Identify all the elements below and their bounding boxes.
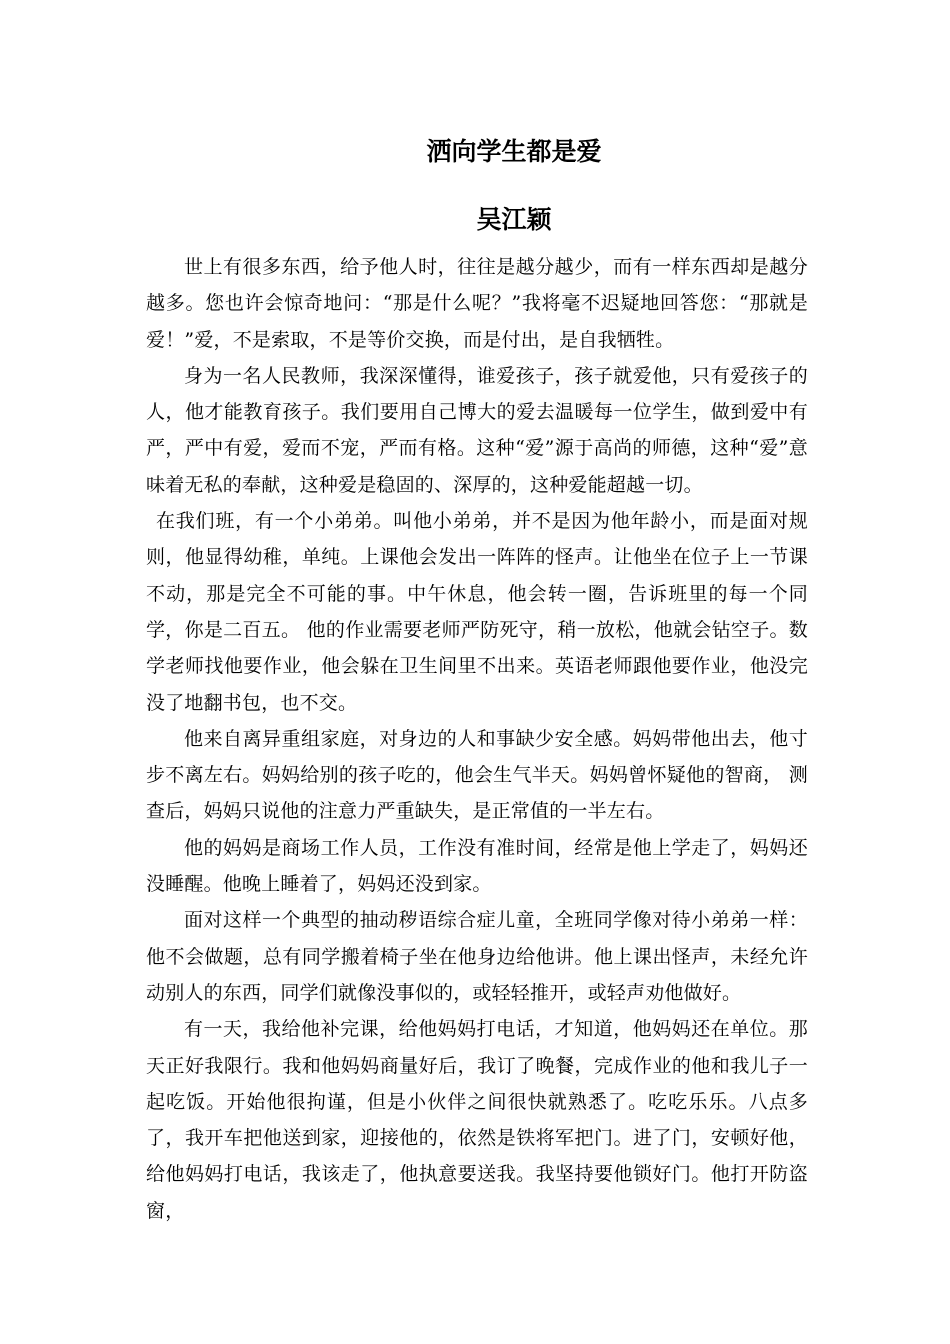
paragraph: 身为一名人民教师，我深深懂得，谁爱孩子，孩子就爱他，只有爱孩子的人，他才能教育孩子。我们要用自己博大的爱去温暖每一位学生，做到爱中有严，严中有爱，爱而不宠，严而有格。这种“爱”源于高尚的师德，这种“爱”意味着无私的奉献，这种爱是稳固的、深厚的，这种爱能超越一切。 (146, 364, 808, 496)
paragraph: 世上有很多东西，给予他人时，往往是越分越少，而有一样东西却是越分越多。您也许会惊奇地问：“那是什么呢？”我将毫不迟疑地回答您：“那就是爱！”爱，不是索取，不是等价交换，而是付出，是自我牺牲。 (146, 256, 808, 351)
paragraph: 有一天，我给他补完课，给他妈妈打电话，才知道，他妈妈还在单位。那天正好我限行。我和他妈妈商量好后，我订了晚餐，完成作业的他和我儿子一起吃饭。开始他很拘谨，但是小伙伴之间很快就熟悉了。吃吃乐乐。八点多了，我开车把他送到家，迎接他的，依然是铁将军把门。进了门，安顿好他，给他妈妈打电话，我该走了，他执意要送我。我坚持要他锁好门。他打开防盗窗， (146, 1018, 808, 1222)
document-body (146, 249, 808, 1229)
document-title: 洒向学生都是爱 (426, 137, 602, 166)
paragraph: 他的妈妈是商场工作人员，工作没有准时间，经常是他上学走了，妈妈还没睡醒。他晚上睡着了，妈妈还没到家。 (146, 836, 808, 896)
paragraph: 在我们班，有一个小弟弟。叫他小弟弟，并不是因为他年龄小，而是面对规则，他显得幼稚，单纯。上课他会发出一阵阵的怪声。让他坐在位子上一节课不动，那是完全不可能的事。中午休息，他会转一圈，告诉班里的每一个同学，你是二百五。 他的作业需要老师严防死守，稍一放松，他就会钻空子。数学老师找他要作业，他会躲在卫生间里不出来。英语老师跟他要作业，他没完没了地翻书包，也不交。 (146, 510, 808, 714)
paragraph: 面对这样一个典型的抽动秽语综合症儿童，全班同学像对待小弟弟一样：他不会做题，总有同学搬着椅子坐在他身边给他讲。他上课出怪声，未经允许动别人的东西，同学们就像没事似的，或轻轻推开，或轻声劝他做好。 (146, 909, 808, 1004)
paragraph: 他来自离异重组家庭，对身边的人和事缺少安全感。妈妈带他出去，他寸步不离左右。妈妈给别的孩子吃的，他会生气半天。妈妈曾怀疑他的智商， 测查后，妈妈只说他的注意力严重缺失，是正常值的一半左右。 (146, 727, 808, 823)
document-author: 吴江颖 (476, 205, 552, 234)
